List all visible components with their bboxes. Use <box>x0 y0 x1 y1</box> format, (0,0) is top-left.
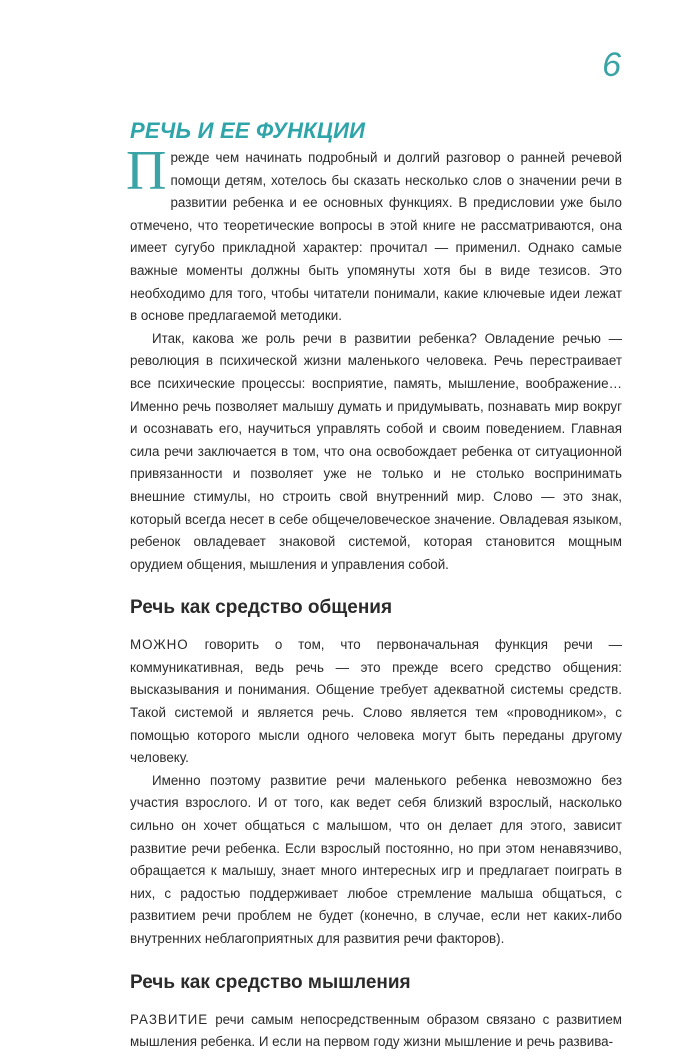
page-content <box>126 117 622 1054</box>
chapter-paragraph-1 <box>126 140 622 328</box>
chapter-paragraph-1-text: режде чем начинать подробный и долгий разговор о ранней речевой помощи детям, хотелось бы сказать несколько слов о значении речи в развитии ребенка и ее основных функциях. В предисловии уже было отмечено, что теоретические вопросы в этой книге не рассматриваются, она имеет сугубо прикладной характер: прочитал — применил. Однако самые важные моменты должны быть упомянуты хотя бы в виде тезисов. Это необходимо для того, чтобы читатели понимали, какие ключевые идеи лежат в основе предлагаемой методики. <box>130 150 622 324</box>
section2-paragraph-1 <box>130 1009 622 1054</box>
chapter-paragraph-2: Итак, какова же роль речи в развитии ребенка? Овладение речью — революция в психической жизни маленького человека. Речь перестраивает все психические процессы: восприятие, память, мышление, воображение… Именно речь позволяет малышу думать и придумывать, познавать мир вокруг и осознавать его, научиться управлять собой и своим поведением. Главная сила речи заключается в том, что она освобождает ребенка от ситуационной привязанности и позволяет уже не только и не столько воспринимать внешние стимулы, но строить свой внутренний мир. Слово — это знак, который всегда несет в себе общечеловеческое значение. Овладевая языком, ребенок овладевает знаковой системой, которая становится мощным орудием общения, мышления и управления собой. <box>130 330 622 572</box>
section1-lead-word: МОЖНО <box>130 637 189 653</box>
section-title-thinking: Речь как средство мышления <box>130 971 411 993</box>
page-number: 6 <box>602 46 621 84</box>
section2-paragraph-1-text: речи самым непосредственным образом связано с развитием мышления ребенка. И если на первом году жизни мышление и речь развива- <box>130 1011 622 1050</box>
drop-cap: П <box>126 140 167 202</box>
section1-paragraph-2: Именно поэтому развитие речи маленького ребенка невозможно без участия взрослого. И от того, как ведет себя близкий взрослый, насколько сильно он хочет общаться с малышом, что он делает для этого, зависит развитие речи ребенка. Если взрослый постоянно, но при этом ненавязчиво, обращается к малышу, знает много интересных игр и предлагает поиграть в них, с радостью поддерживает любое стремление малыша общаться, с развитием речи проблем не будет (конечно, в случае, если нет каких-либо внутренних неблагоприятных для развития речи факторов). <box>130 772 622 946</box>
section1-paragraph-1 <box>130 634 622 770</box>
chapter-title: РЕЧЬ И ЕЕ ФУНКЦИИ <box>130 118 366 143</box>
section-title-communication: Речь как средство общения <box>130 597 393 619</box>
section2-lead-word: РАЗВИТИЕ <box>130 1011 209 1027</box>
section1-paragraph-1-text: говорить о том, что первоначальная функция речи — коммуникативная, ведь речь — это прежде всего средство общения: высказывания и понимания. Общение требует адекватной системы средств. Такой системой и является речь. Слово является тем «проводником», с помощью которого мысли одного человека могут быть переданы другому человеку. <box>130 637 622 766</box>
